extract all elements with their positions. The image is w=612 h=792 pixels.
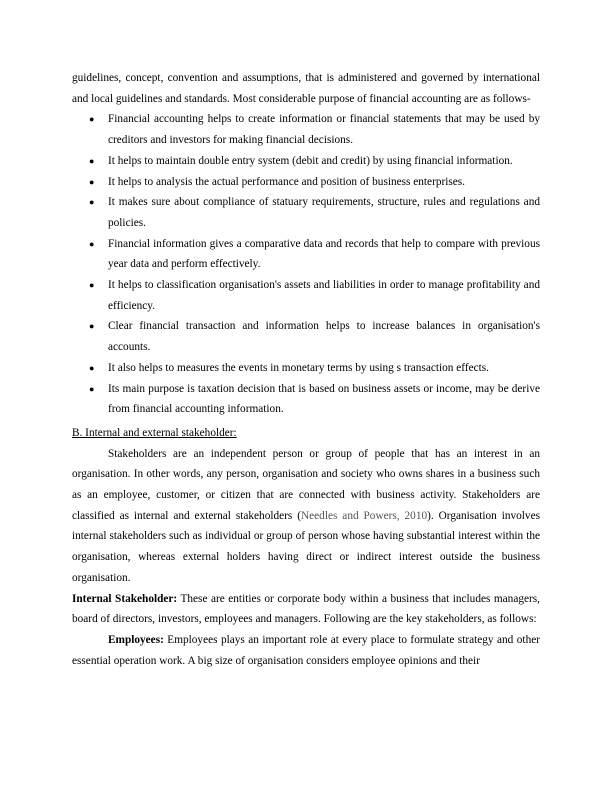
list-item — [89, 234, 540, 275]
list-item-text: It makes sure about compliance of statuary requirements, structure, rules and regulations and policies. — [108, 196, 540, 229]
citation: Needles and Powers, 2010 — [301, 509, 428, 522]
bullet-icon: ● — [89, 280, 95, 291]
bullet-icon: ● — [89, 176, 95, 187]
bullet-icon: ● — [89, 238, 95, 249]
section-heading-text: B. Internal and external stakeholder: — [72, 426, 237, 439]
stakeholders-paragraph — [72, 444, 540, 589]
list-item — [89, 379, 540, 420]
bullet-icon: ● — [89, 114, 95, 125]
list-item-text: It also helps to measures the events in monetary terms by using s transaction effects. — [108, 361, 489, 374]
list-item — [89, 358, 540, 379]
document-page — [72, 68, 540, 671]
list-item-text: Its main purpose is taxation decision that is based on business assets or income, may be derive from financial accounting information. — [108, 382, 540, 416]
employees-paragraph — [72, 630, 540, 671]
bullet-icon: ● — [89, 155, 95, 166]
list-item-text: Financial information gives a comparative data and records that help to compare with previous year data and perform effectively. — [108, 237, 540, 271]
list-item-text: Clear financial transaction and information helps to increase balances in organisation's accounts. — [108, 320, 540, 354]
list-item-text: It helps to maintain double entry system (debit and credit) by using financial information. — [108, 154, 513, 167]
bullet-icon: ● — [89, 362, 95, 373]
list-item-text: It helps to classification organisation's assets and liabilities in order to manage profitability and efficiency. — [108, 279, 540, 312]
section-heading — [72, 423, 540, 444]
paragraph-text: Stakeholders are an independent person or group of people that has an interest in an organisation. In other words, any person, organisation and society who owns shares in a business such as an employee, customer, or citizen that are connected with business activity. Stakeholders are classified as internal and external stakeholders ( — [72, 447, 540, 522]
list-item — [89, 275, 540, 316]
internal-stakeholder-label: Internal Stakeholder: — [72, 592, 178, 605]
list-item — [89, 316, 540, 357]
paragraph-text-cont: ). Organisation involves internal stakeholders such as individual or group of person whose having substantial interest within the organisation, whereas external holders having direct or indirect interest outside the business organisation. — [72, 509, 540, 584]
list-item — [89, 172, 540, 193]
list-item-text: It helps to analysis the actual performance and position of business enterprises. — [108, 175, 466, 188]
list-item — [89, 109, 540, 150]
list-item — [89, 192, 540, 233]
bullet-icon: ● — [89, 321, 95, 332]
intro-paragraph: guidelines, concept, convention and assumptions, that is administered and governed by international and local guidelines and standards. Most considerable purpose of financial accounting are as follows- — [72, 72, 540, 105]
employees-label: Employees: — [108, 633, 164, 646]
bullet-icon: ● — [89, 383, 95, 394]
bullet-icon: ● — [89, 197, 95, 208]
internal-stakeholder-text: These are entities or corporate body within a business that includes managers, board of directors, investors, employees and managers. Following are the key stakeholders, as follows: — [72, 592, 540, 626]
purpose-list — [72, 109, 540, 420]
internal-stakeholder-paragraph — [72, 589, 540, 630]
list-item-text: Financial accounting helps to create information or financial statements that may be used by creditors and investors for making financial decisions. — [108, 113, 540, 147]
list-item — [89, 151, 540, 172]
employees-text: Employees plays an important role at every place to formulate strategy and other essential operation work. A big size of organisation considers employee opinions and their — [72, 633, 540, 667]
